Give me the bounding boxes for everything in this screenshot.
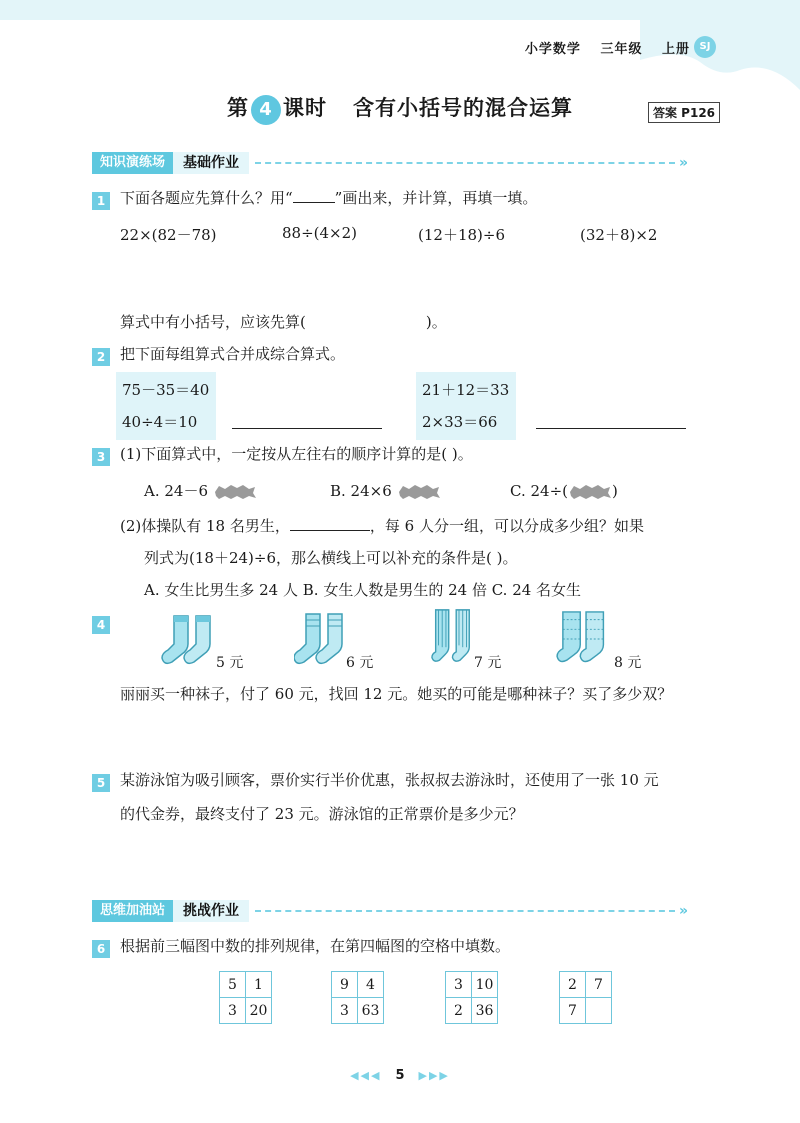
page-footer [0, 1068, 800, 1083]
option-b[interactable]: B. 24×6 [330, 481, 441, 502]
double-chevron-icon: » [679, 903, 689, 919]
option-c[interactable]: C. 24÷( ) [510, 482, 618, 500]
underline-sample [293, 202, 335, 203]
fill-blank-sentence: 算式中有小括号，应该先算( )。 [120, 313, 447, 331]
dashed-divider [255, 162, 675, 164]
question-number: 1 [92, 192, 110, 210]
formula-4: (32＋8)×2 [580, 226, 658, 244]
price-label-2: 6 元 [346, 655, 374, 671]
question-text: 根据前三幅图中数的排列规律，在第四幅图的空格中填数。 [120, 937, 511, 955]
answer-reference: 答案 P126 [648, 102, 720, 123]
condition-blank[interactable] [290, 530, 370, 531]
question-text: 把下面每组算式合并成综合算式。 [120, 345, 346, 363]
sock-pair-4-icon [552, 610, 622, 666]
title-suffix: 课时 [283, 96, 327, 120]
lesson-number: 4 [251, 95, 281, 125]
question-part-2-line-2: 列式为(18＋24)÷6，那么横线上可以补充的条件是( )。 [144, 549, 518, 567]
section-tag: 知识演练场 [92, 152, 173, 174]
formula-3: (12＋18)÷6 [418, 226, 505, 244]
question-number: 4 [92, 616, 110, 634]
question-text: 丽丽买一种袜子，付了 60 元，找回 12 元。她买的可能是哪种袜子？买了多少双？ [120, 685, 673, 703]
subject-label: 小学数学 [524, 42, 581, 57]
question-text: 下面各题应先算什么？用“ ”画出来，并计算，再填一填。 [120, 189, 538, 207]
title-prefix: 第 [227, 96, 249, 120]
number-grid-3: 3 10 2 36 [445, 971, 498, 1024]
section-bar-challenge [92, 900, 688, 922]
question-part-2-options: A. 女生比男生多 24 人 B. 女生人数是男生的 24 倍 C. 24 名女生 [144, 581, 582, 599]
section-subtitle: 挑战作业 [173, 900, 249, 922]
price-label-4: 8 元 [614, 655, 642, 671]
price-label-1: 5 元 [216, 655, 244, 671]
number-grid-1: 5 1 3 20 [219, 971, 272, 1024]
question-text-line-1: 某游泳馆为吸引顾客，票价实行半价优惠，张叔叔去游泳时，还使用了一张 10 元 [120, 771, 659, 789]
section-tag: 思维加油站 [92, 900, 173, 922]
header-band [0, 0, 800, 150]
dashed-divider [255, 910, 675, 912]
ink-blot-icon [397, 484, 441, 500]
calc-group-2: 21＋12＝33 2×33＝66 [416, 372, 516, 440]
left-arrows-icon: ◀◀◀ [350, 1069, 382, 1082]
ink-blot-icon [568, 484, 612, 500]
price-label-3: 7 元 [474, 655, 502, 671]
volume-label: 上册 [661, 42, 690, 57]
question-number: 6 [92, 940, 110, 958]
page-number: 5 [395, 1068, 405, 1083]
question-part-2-line-1: (2)体操队有 18 名男生， ，每 6 人分一组，可以分成多少组？如果 [120, 517, 644, 535]
ink-blot-icon [213, 484, 257, 500]
answer-line-2[interactable] [536, 428, 686, 429]
blank-cell[interactable] [586, 998, 612, 1024]
question-number: 3 [92, 448, 110, 466]
calc-group-1: 75－35＝40 40÷4＝10 [116, 372, 216, 440]
question-part-1: (1)下面算式中，一定按从左往右的顺序计算的是( )。 [120, 445, 473, 463]
grade-label: 三年级 [600, 42, 643, 57]
right-arrows-icon: ▶▶▶ [418, 1069, 450, 1082]
question-number: 5 [92, 774, 110, 792]
double-chevron-icon: » [679, 155, 689, 171]
formula-2: 88÷(4×2) [282, 224, 358, 242]
question-text-line-2: 的代金券，最终支付了 23 元。游泳馆的正常票价是多少元？ [120, 805, 524, 823]
section-bar-basic [92, 152, 688, 174]
edition-badge: SJ [694, 36, 716, 58]
book-meta [511, 38, 690, 57]
number-grid-2: 9 4 3 63 [331, 971, 384, 1024]
answer-line-1[interactable] [232, 428, 382, 429]
question-number: 2 [92, 348, 110, 366]
formula-1: 22×(82－78) [120, 226, 217, 244]
section-subtitle: 基础作业 [173, 152, 249, 174]
title-topic: 含有小括号的混合运算 [353, 96, 573, 120]
option-a[interactable]: A. 24－6 [144, 481, 257, 502]
number-grid-4: 2 7 7 [559, 971, 612, 1024]
